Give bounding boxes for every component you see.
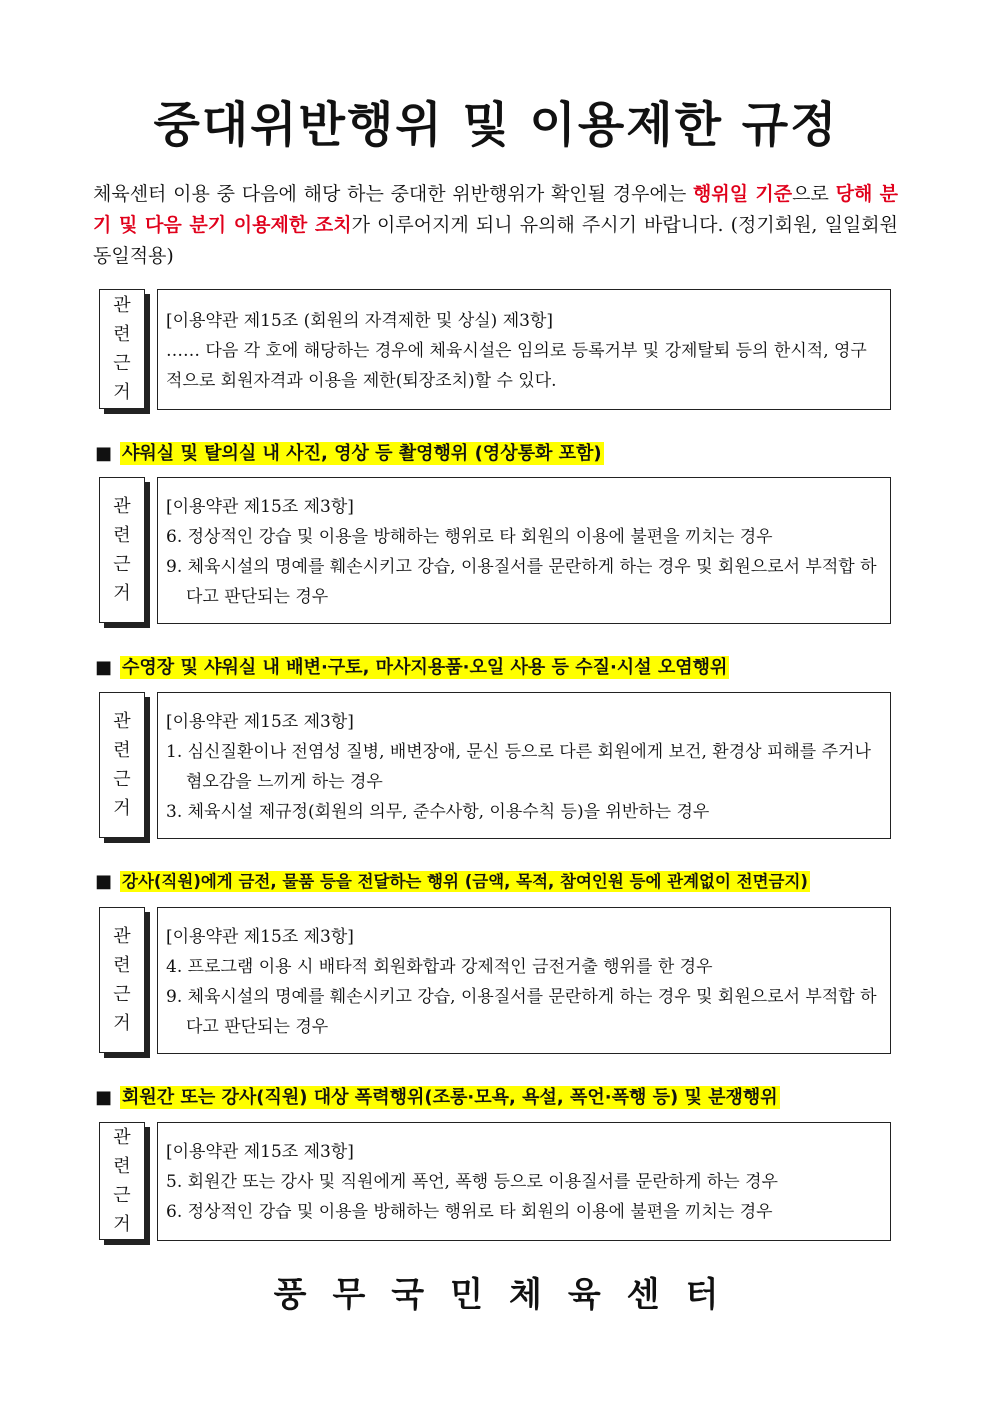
section-item: 1. 심신질환이나 전염성 질병, 배변장애, 문신 등으로 다른 회원에게 보건, 환경상 피해를 주거나 혐오감을 느끼게 하는 경우 [166,742,871,792]
label-char: 관 [113,926,131,947]
section-ref: [이용약관 제15조 제3항] [166,927,354,947]
section-heading-3 [95,868,810,892]
section-title: 회원간 또는 강사(직원) 대상 폭력행위(조롱·모욕, 욕설, 폭언·폭행 등) 및 분쟁행위 [122,1087,778,1108]
basis-label-box [99,289,145,409]
label-char: 련 [113,525,131,546]
label-char: 관 [113,295,131,316]
label-char: 관 [113,1127,131,1148]
label-char: 근 [113,1185,131,1206]
label-char: 근 [113,769,131,790]
square-bullet-icon: ■ [95,1087,113,1108]
basis-text: …… 다음 각 호에 해당하는 경우에 체육시설은 임의로 등록거부 및 강제탈퇴 등의 한시적, 영구적으로 회원자격과 이용을 제한(퇴장조치)할 수 있다. [166,341,867,391]
intro-highlight-2: 당해 분기 및 다음 분기 이용제한 조치 [93,183,899,236]
square-bullet-icon: ■ [95,657,113,678]
label-char: 근 [113,984,131,1005]
page-title: 중대위반행위 및 이용제한 규정 [153,97,839,153]
section-item: 5. 회원간 또는 강사 및 직원에게 폭언, 폭행 등으로 이용질서를 문란하게 하는 경우 [166,1172,778,1192]
intro-text-2: 으로 [792,183,836,205]
section-heading-1 [95,439,604,465]
section-item: 6. 정상적인 강습 및 이용을 방해하는 행위로 타 회원의 이용에 불편을 끼치는 경우 [166,1202,773,1222]
section-label-box [99,1122,145,1240]
section-content-box [157,477,891,624]
intro-text-3: 가 이루어지게 되니 유의해 주시기 바랍니다. (정기회원, 일일회원 동일적용) [93,214,898,267]
basis-heading: [이용약관 제15조 (회원의 자격제한 및 상실) 제3항] [166,311,553,331]
section-content-box [157,692,891,839]
section-title: 수영장 및 샤워실 내 배변·구토, 마사지용품·오일 사용 등 수질·시설 오염행위 [122,657,728,678]
section-label-box [99,907,145,1053]
label-char: 관 [113,711,131,732]
label-char: 거 [113,583,131,604]
label-char: 관 [113,496,131,517]
section-item: 9. 체육시설의 명예를 훼손시키고 강습, 이용질서를 문란하게 하는 경우 및 회원으로서 부적합 하다고 판단되는 경우 [166,557,877,607]
section-ref: [이용약관 제15조 제3항] [166,1142,354,1162]
section-heading-4 [95,1083,780,1109]
section-content-box [157,907,891,1054]
section-ref: [이용약관 제15조 제3항] [166,712,354,732]
basis-content-box [157,289,891,410]
label-char: 거 [113,1013,131,1034]
label-char: 거 [113,382,131,403]
label-char: 거 [113,798,131,819]
label-char: 련 [113,955,131,976]
section-title: 샤워실 및 탈의실 내 사진, 영상 등 촬영행위 (영상통화 포함) [122,443,602,464]
section-title: 강사(직원)에게 금전, 물품 등을 전달하는 행위 (금액, 목적, 참여인원 등에 관계없이 전면금지) [122,872,808,891]
section-item: 6. 정상적인 강습 및 이용을 방해하는 행위로 타 회원의 이용에 불편을 끼치는 경우 [166,527,773,547]
section-label-box [99,477,145,623]
footer-organization-name: 풍무국민체육센터 [273,1275,745,1315]
section-content-box [157,1122,891,1241]
intro-text-1: 체육센터 이용 중 다음에 해당 하는 중대한 위반행위가 확인될 경우에는 [93,183,693,205]
square-bullet-icon: ■ [95,871,113,892]
section-label-box [99,692,145,838]
label-char: 련 [113,324,131,345]
label-char: 련 [113,1156,131,1177]
intro-paragraph [93,179,898,272]
intro-highlight-1: 행위일 기준 [692,183,793,205]
square-bullet-icon: ■ [95,443,113,464]
section-item: 9. 체육시설의 명예를 훼손시키고 강습, 이용질서를 문란하게 하는 경우 및 회원으로서 부적합 하다고 판단되는 경우 [166,987,877,1037]
section-item: 3. 체육시설 제규정(회원의 의무, 준수사항, 이용수칙 등)을 위반하는 경우 [166,802,710,822]
label-char: 거 [113,1214,131,1235]
section-ref: [이용약관 제15조 제3항] [166,497,354,517]
label-char: 근 [113,554,131,575]
label-char: 근 [113,353,131,374]
section-heading-2 [95,653,729,679]
label-char: 련 [113,740,131,761]
section-item: 4. 프로그램 이용 시 배타적 회원화합과 강제적인 금전거출 행위를 한 경우 [166,957,713,977]
